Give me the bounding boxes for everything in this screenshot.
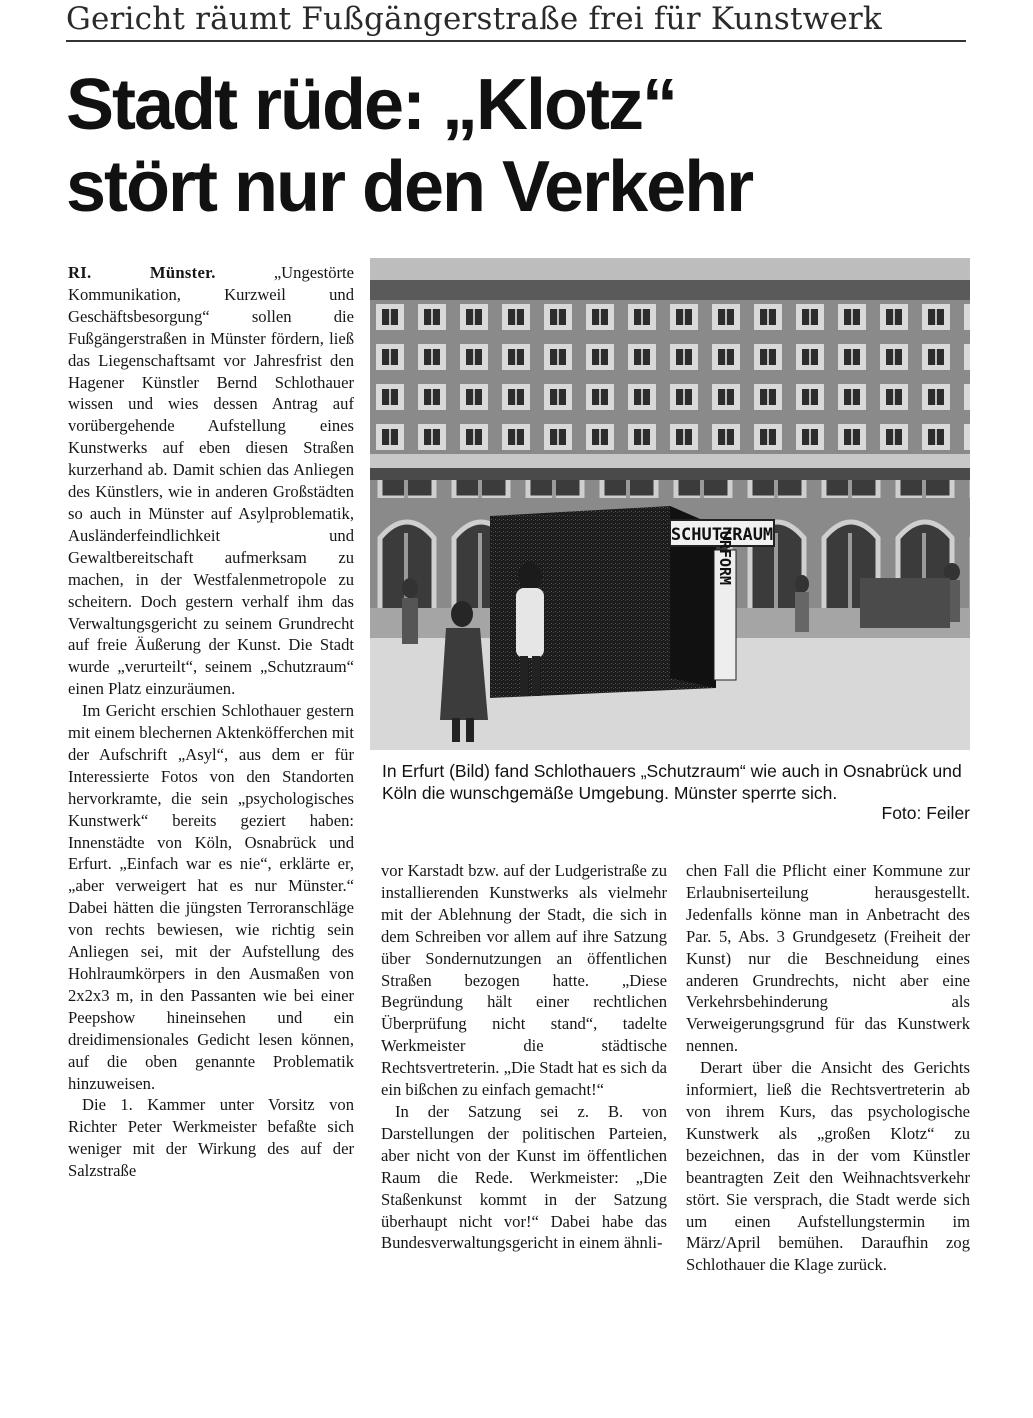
paragraph: chen Fall die Pflicht einer Kommune zur Erlaubniserteilung herausgestellt. Jedenfalls könne man in Anbetracht des Par. 5, Abs. 3 Grundgesetz (Freiheit der Kunst) nur die Beschneidung eines anderen Grundrechts, nicht aber eine Verkehrsbehinderung als Verweigerungsgrund für das Kunstwerk nennen. [686,861,970,1056]
paragraph: Derart über die Ansicht des Gerichts informiert, ließ die Rechtsvertreterin ab von ihrem Kurs, das psychologische Kunstwerk als „großen Klotz“ zu bezeichnen, das in der vom Künstler beantragten Zeit den Weihnachtsverkehr stört. Sie versprach, die Stadt werde sich um einen Aufstellungstermin im März/April bemühen. Daraufhin zog Schlothauer die Klage zurück. [686,1058,970,1275]
paragraph: vor Karstadt bzw. auf der Ludgeristraße zu installierenden Kunstwerks als vielmehr mit der Ablehnung der Stadt, die sich in dem Schreiben vor allem auf ihre Satzung über Sondernutzungen an öffentlichen Straßen bezogen hatte. „Diese Begründung hält einer rechtlichen Überprüfung nicht stand“, tadelte Werkmeister die städtische Rechtsvertreterin. „Die Stadt hat es sich da ein bißchen zu einfach gemacht!“ [381,861,667,1100]
article-column-3 [686,860,970,1370]
main-headline [66,64,966,228]
paragraph-text: „Ungestörte Kommunikation, Kurzweil und Geschäftsbesorgung“ sollen die Fußgängerstraßen in Münster fördern, ließ das Liegenschaftsamt vor Jahresfrist den Hagener Künstler Bernd Schlothauer wissen und wies dessen Antrag auf vorübergehende Aufstellung eines Kunstwerks auf eben diesen Straßen kurzerhand ab. Damit schien das Anliegen des Künstlers, wie in anderen Großstädten so auch in Münster auf Asylproblematik, Ausländerfeindlichkeit und Gewaltbereitschaft aufmerksam zu machen, in der Westfalenmetropole zu scheitern. Doch gestern verhalf ihm das Verwaltungsgericht zu seinem Grundrecht auf freie Äußerung der Kunst. Die Stadt wurde „verurteilt“, seinem „Schutzraum“ einen Platz einzuräumen. [68,263,354,699]
paragraph: In der Satzung sei z. B. von Darstellungen der politischen Parteien, aber nicht von der Kunst im öffentlichen Raum die Rede. Werkmeister: „Die Staßenkunst kommt in der Satzung überhaupt nicht vor!“ Dabei habe das Bundesverwaltungsgericht in einem ähnli- [381,1101,667,1253]
headline-line-2: stört nur den Verkehr [66,147,753,227]
caption-text: In Erfurt (Bild) fand Schlothauers „Schutzraum“ wie auch in Osnabrück und Köln die wunschgemäße Umgebung. Münster sperrte sich. [382,761,962,803]
article-column-1 [68,262,354,1372]
article-column-2 [381,860,667,1370]
headline-line-1: Stadt rüde: „Klotz“ [66,65,676,145]
sign-schutzraum: SCHUTZRAUM [670,525,774,545]
paragraph: Im Gericht erschien Schlothauer gestern mit einem blechernen Aktenköfferchen mit der Aufschrift „Asyl“, aus dem er für Interessierte Fotos von den Standorten hervorkramte, die sein „psychologisches Kunstwerk“ bereits geziert haben: Innenstädte von Köln, Osnabrück und Erfurt. „Einfach war es nie“, erklärte er, „aber verweigert hat es nur Münster.“ Dabei hätten die jüngsten Terroranschläge von rechts bewiesen, wie richtig sein Anliegen sei, mit der Aufstellung des Hohlraumkörpers in den Ausmaßen von 2x2x3 m, in den Passanten wie bei einer Peepshow hineinsehen und ein dreidimensionales Gedicht lesen können, auf die oben genannte Problematik hinzuweisen. [68,701,354,1093]
kicker-headline: Gericht räumt Fußgängerstraße frei für Kunstwerk [66,0,966,42]
dateline: RI. Münster. [68,263,216,282]
paragraph [68,262,354,700]
paragraph: Die 1. Kammer unter Vorsitz von Richter Peter Werkmeister befaßte sich weniger mit der Wirkung des auf der Salzstraße [68,1095,354,1181]
sign-urform: URFORM [716,530,734,586]
photo-caption [382,760,970,824]
photo-credit: Foto: Feiler [881,803,970,823]
news-photo [370,258,970,750]
